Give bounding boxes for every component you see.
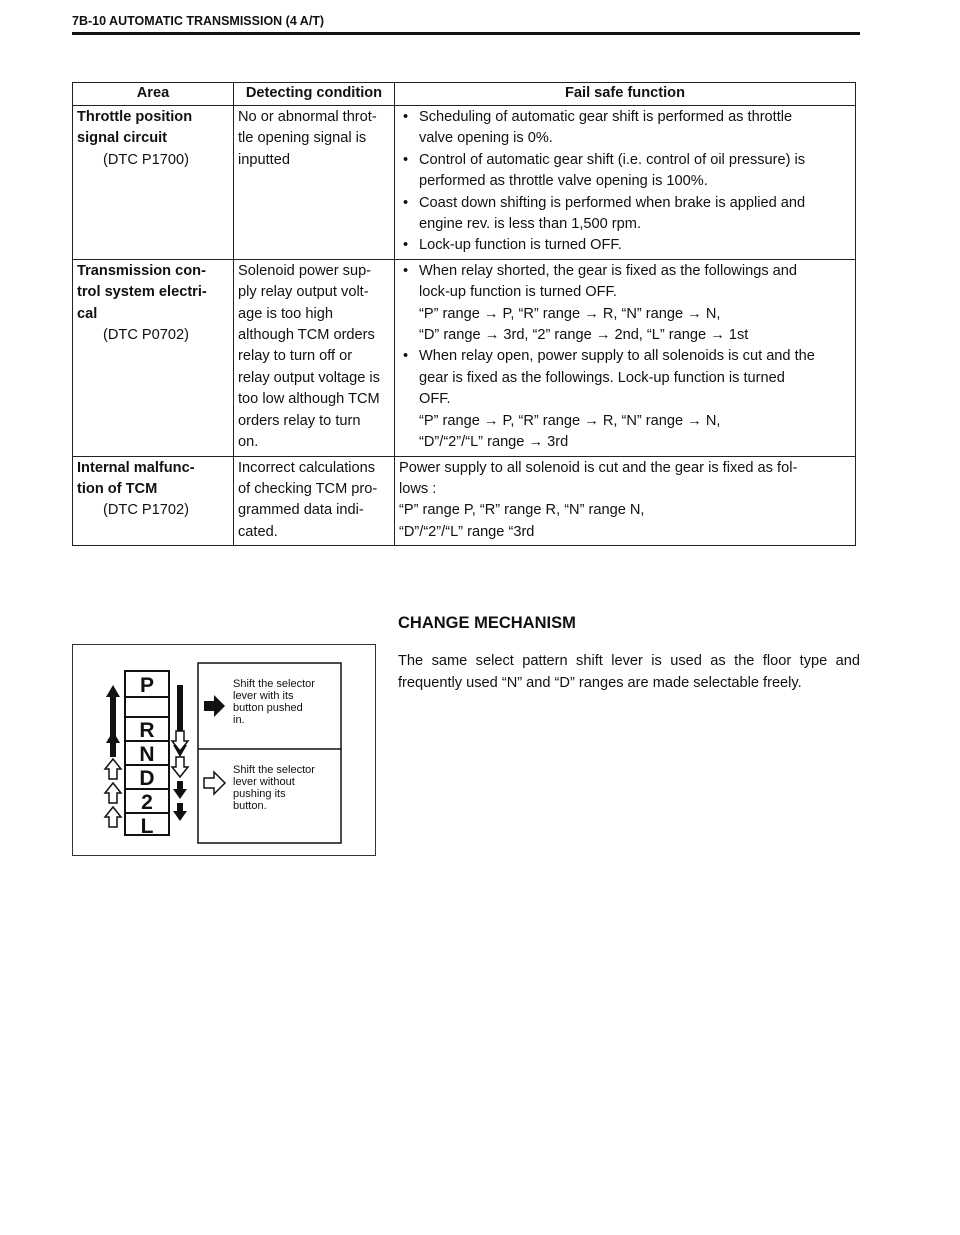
area-line: Transmission con- [77,262,206,279]
bullet-line: gear is fixed as the followings. Lock-up function is turned [419,369,785,386]
column-header: Detecting condition [234,83,395,106]
dtc-code: (DTC P0702) [103,327,189,344]
condition-cell [234,106,395,260]
failsafe-cell [395,106,856,260]
bullet-line: • Lock-up function is turned OFF. [399,235,851,256]
legend-pushed-line: button pushed [233,702,303,714]
condition-line: on. [238,434,259,451]
area-line: cal [77,305,98,322]
condition-line: of checking TCM pro- [238,480,378,497]
fail-safe-table [72,82,856,546]
gear-label-n: N [139,743,155,766]
condition-line: ply relay output volt- [238,284,369,301]
legend-free-line: lever without [233,776,295,788]
bullet-line: valve opening is 0%. [419,130,553,147]
legend-free-line: button. [233,800,267,812]
legend-free-line: pushing its [233,788,286,800]
legend-free-line: Shift the selector [233,764,315,776]
bullet-line: • When relay open, power supply to all solenoids is cut and the [399,346,851,367]
condition-line: orders relay to turn [238,412,361,429]
condition-line: relay output voltage is [238,369,380,386]
area-line: trol system electri- [77,284,207,301]
condition-line: too low although TCM [238,391,380,408]
left-up-outline-arrow-icon [105,759,121,827]
legend-pushed-line: lever with its [233,690,294,702]
bullet-line: engine rev. is less than 1,500 rpm. [419,216,641,233]
dtc-code: (DTC P1700) [103,151,189,168]
bullet-line: lock-up function is turned OFF. [419,284,617,301]
table-row [73,106,856,260]
bullet-line: • Coast down shifting is performed when brake is applied and [399,193,851,214]
area-cell [73,456,234,546]
area-line: Throttle position [77,109,193,125]
condition-line: grammed data indi- [238,502,364,519]
condition-line: cated. [238,523,278,540]
condition-line: tle opening signal is [238,130,367,147]
area-line: signal circuit [77,130,168,147]
gear-label-l: L [140,815,154,838]
bullet-line: • When relay shorted, the gear is fixed as the followings and [399,261,851,282]
bullet-line: “D”/“2”/“L” range → 3rd [419,434,569,451]
condition-line: age is too high [238,305,333,322]
legend-pushed-line: in. [233,714,245,726]
bullet-line: “D” range → 3rd, “2” range → 2nd, “L” range → 1st [419,327,749,344]
condition-line: Solenoid power sup- [238,262,372,279]
gear-label-2: 2 [141,791,153,814]
page-header: 7B-10 AUTOMATIC TRANSMISSION (4 A/T) [72,14,325,28]
area-cell [73,259,234,456]
table-row [73,456,856,546]
shift-pattern-figure [72,644,376,856]
failsafe-cell [395,259,856,456]
left-up-arrow-short-icon [106,731,120,757]
bullet-line: OFF. [419,391,451,408]
column-header: Area [73,83,234,106]
gear-label-d: D [139,767,155,790]
gear-label-r: R [139,719,155,742]
section-body: The same select pattern shift lever is used as the floor type and frequently used “N” and “D” ranges are made selectable freely. [398,653,860,691]
area-line: tion of TCM [77,480,158,497]
failsafe-line: lows : [399,480,437,497]
shift-pattern-diagram [73,645,375,855]
failsafe-line: “P” range P, “R” range R, “N” range N, [399,502,645,519]
bullet-line: “P” range → P, “R” range → R, “N” range → N, [419,305,721,322]
bullet-line: performed as throttle valve opening is 100%. [419,173,708,190]
condition-line: inputted [238,151,290,168]
gear-label-p: P [139,674,155,697]
column-header: Fail safe function [395,83,856,106]
header-rule [72,32,860,35]
area-cell [73,106,234,260]
bullet-line: “P” range → P, “R” range → R, “N” range → N, [419,412,721,429]
area-line: Internal malfunc- [77,459,195,476]
table-row [73,259,856,456]
right-down-arrow-solid-icon [173,781,187,821]
dtc-code: (DTC P1702) [103,502,189,519]
condition-line: No or abnormal throt- [238,109,377,125]
condition-line: relay to turn off or [238,348,353,365]
condition-cell [234,259,395,456]
failsafe-cell [395,456,856,546]
section-title: CHANGE MECHANISM [398,614,576,632]
bullet-line: • Control of automatic gear shift (i.e. control of oil pressure) is [399,150,851,171]
failsafe-line: “D”/“2”/“L” range “3rd [399,523,535,540]
condition-line: Incorrect calculations [238,459,376,476]
table-header-row [73,83,856,106]
condition-cell [234,456,395,546]
legend-pushed-line: Shift the selector [233,678,315,690]
failsafe-line: Power supply to all solenoid is cut and the gear is fixed as fol- [399,459,798,476]
bullet-line: • Scheduling of automatic gear shift is performed as throttle [399,107,851,128]
condition-line: although TCM orders [238,327,375,344]
